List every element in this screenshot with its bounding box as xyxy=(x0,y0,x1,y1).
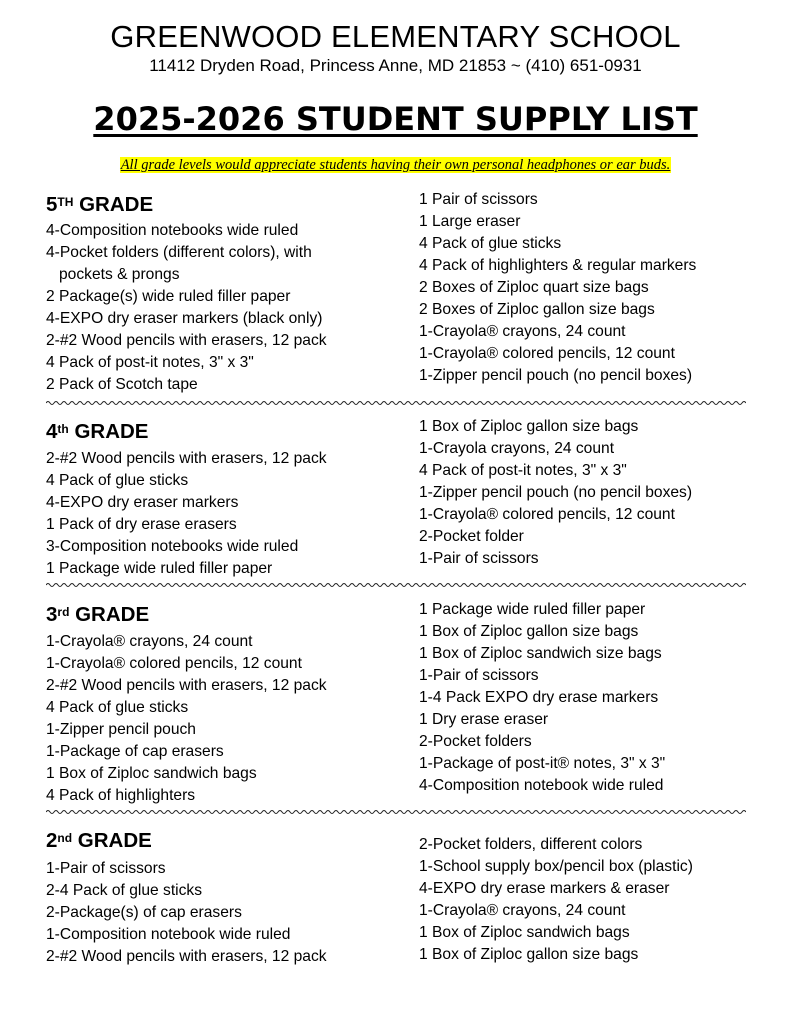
list-item: 1-Zipper pencil pouch xyxy=(46,721,196,738)
list-item: 1 Pack of dry erase erasers xyxy=(46,516,237,533)
school-name: GREENWOOD ELEMENTARY SCHOOL xyxy=(110,19,681,54)
list-item: 4 Pack of post-it notes, 3" x 3" xyxy=(46,354,254,371)
list-item: 4 Pack of glue sticks xyxy=(46,472,189,489)
grade-suffix: rd xyxy=(57,605,70,619)
list-item: 1 Package wide ruled filler paper xyxy=(46,560,273,577)
list-item: 4-Pocket folders (different colors), with xyxy=(46,244,312,261)
list-item: 2-#2 Wood pencils with erasers, 12 pack xyxy=(46,450,327,467)
list-item: 2-Package(s) of cap erasers xyxy=(46,904,242,921)
section-divider xyxy=(46,580,746,590)
grade-3-list-right xyxy=(419,599,759,797)
grade-3-list-left xyxy=(46,631,406,807)
grade-label: GRADE xyxy=(74,420,149,443)
grade-suffix: th xyxy=(57,422,69,436)
list-item: 1-Zipper pencil pouch (no pencil boxes) xyxy=(419,367,693,384)
grade-5-list-right xyxy=(419,189,759,387)
grade-suffix: TH xyxy=(57,195,74,209)
grade-2-heading xyxy=(46,828,152,854)
list-item: 1-Crayola® crayons, 24 count xyxy=(419,323,626,340)
list-item: 4 Pack of highlighters & regular markers xyxy=(419,257,697,274)
list-item: 1-Crayola® crayons, 24 count xyxy=(419,902,626,919)
list-item: 4 Pack of glue sticks xyxy=(419,235,562,252)
list-item: 1-Crayola crayons, 24 count xyxy=(419,440,615,457)
grade-3-heading xyxy=(46,602,149,628)
grade-number: 2 xyxy=(46,829,58,852)
list-item: 2-4 Pack of glue sticks xyxy=(46,882,203,899)
grade-2-list-left xyxy=(46,858,406,968)
grade-5-heading xyxy=(46,192,153,218)
note-wrapper xyxy=(0,156,791,174)
section-divider xyxy=(46,398,746,408)
list-item: 1-Pair of scissors xyxy=(419,550,539,567)
grade-label: GRADE xyxy=(77,829,152,852)
headphones-note: All grade levels would appreciate students having their own personal headphones or ear buds. xyxy=(120,157,671,173)
list-item: 4-Composition notebook wide ruled xyxy=(419,777,664,794)
list-item: pockets & prongs xyxy=(59,266,180,283)
list-item: 4-EXPO dry eraser markers xyxy=(46,494,239,511)
list-item: 1-Composition notebook wide ruled xyxy=(46,926,291,943)
grade-suffix: nd xyxy=(57,831,73,845)
list-item: 1-Crayola® colored pencils, 12 count xyxy=(46,655,302,672)
list-item: 2-Pocket folder xyxy=(419,528,524,545)
list-item: 1 Pair of scissors xyxy=(419,191,538,208)
list-item: 4 Pack of glue sticks xyxy=(46,699,189,716)
grade-number: 4 xyxy=(46,420,58,443)
list-item: 1 Box of Ziploc gallon size bags xyxy=(419,418,639,435)
list-item: 1 Package wide ruled filler paper xyxy=(419,601,646,618)
list-item: 1-School supply box/pencil box (plastic) xyxy=(419,858,693,875)
list-item: 1-Crayola® colored pencils, 12 count xyxy=(419,506,675,523)
list-item: 2-#2 Wood pencils with erasers, 12 pack xyxy=(46,332,327,349)
list-item: 1-Package of cap erasers xyxy=(46,743,224,760)
list-item: 2-#2 Wood pencils with erasers, 12 pack xyxy=(46,948,327,965)
grade-number: 5 xyxy=(46,193,58,216)
list-item: 1 Box of Ziploc gallon size bags xyxy=(419,623,639,640)
grade-number: 3 xyxy=(46,603,58,626)
grade-label: GRADE xyxy=(75,603,150,626)
list-item: 1 Box of Ziploc sandwich bags xyxy=(419,924,630,941)
list-item: 1 Box of Ziploc sandwich size bags xyxy=(419,645,662,662)
grade-4-heading xyxy=(46,419,148,445)
list-item: 2 Boxes of Ziploc quart size bags xyxy=(419,279,649,296)
list-item: 1 Large eraser xyxy=(419,213,521,230)
list-item: 3-Composition notebooks wide ruled xyxy=(46,538,299,555)
list-item: 2-#2 Wood pencils with erasers, 12 pack xyxy=(46,677,327,694)
list-item: 2 Pack of Scotch tape xyxy=(46,376,198,393)
list-item: 4 Pack of post-it notes, 3" x 3" xyxy=(419,462,627,479)
school-address: 11412 Dryden Road, Princess Anne, MD 21853 ~ (410) 651-0931 xyxy=(149,56,642,75)
list-item: 1-Zipper pencil pouch (no pencil boxes) xyxy=(419,484,693,501)
list-item: 1 Dry erase eraser xyxy=(419,711,549,728)
list-item: 4-Composition notebooks wide ruled xyxy=(46,222,299,239)
list-item: 2 Package(s) wide ruled filler paper xyxy=(46,288,291,305)
list-item: 1 Box of Ziploc gallon size bags xyxy=(419,946,639,963)
list-item: 4-EXPO dry erase markers & eraser xyxy=(419,880,670,897)
list-item: 2-Pocket folders xyxy=(419,733,532,750)
list-item: 1-Pair of scissors xyxy=(46,860,166,877)
list-item: 1-4 Pack EXPO dry erase markers xyxy=(419,689,659,706)
grade-4-list-right xyxy=(419,416,759,570)
page-title: 2025-2026 STUDENT SUPPLY LIST xyxy=(93,100,698,138)
list-item: 1-Pair of scissors xyxy=(419,667,539,684)
grade-2-list-right xyxy=(419,834,759,966)
list-item: 4 Pack of highlighters xyxy=(46,787,196,804)
list-item: 2-Pocket folders, different colors xyxy=(419,836,643,853)
grade-5-list-left xyxy=(46,220,406,396)
section-divider xyxy=(46,807,746,817)
list-item: 1-Package of post-it® notes, 3" x 3" xyxy=(419,755,666,772)
grade-label: GRADE xyxy=(79,193,154,216)
grade-4-list-left xyxy=(46,448,406,580)
list-item: 4-EXPO dry eraser markers (black only) xyxy=(46,310,323,327)
list-item: 1 Box of Ziploc sandwich bags xyxy=(46,765,257,782)
list-item: 1-Crayola® crayons, 24 count xyxy=(46,633,253,650)
list-item: 2 Boxes of Ziploc gallon size bags xyxy=(419,301,655,318)
list-item: 1-Crayola® colored pencils, 12 count xyxy=(419,345,675,362)
